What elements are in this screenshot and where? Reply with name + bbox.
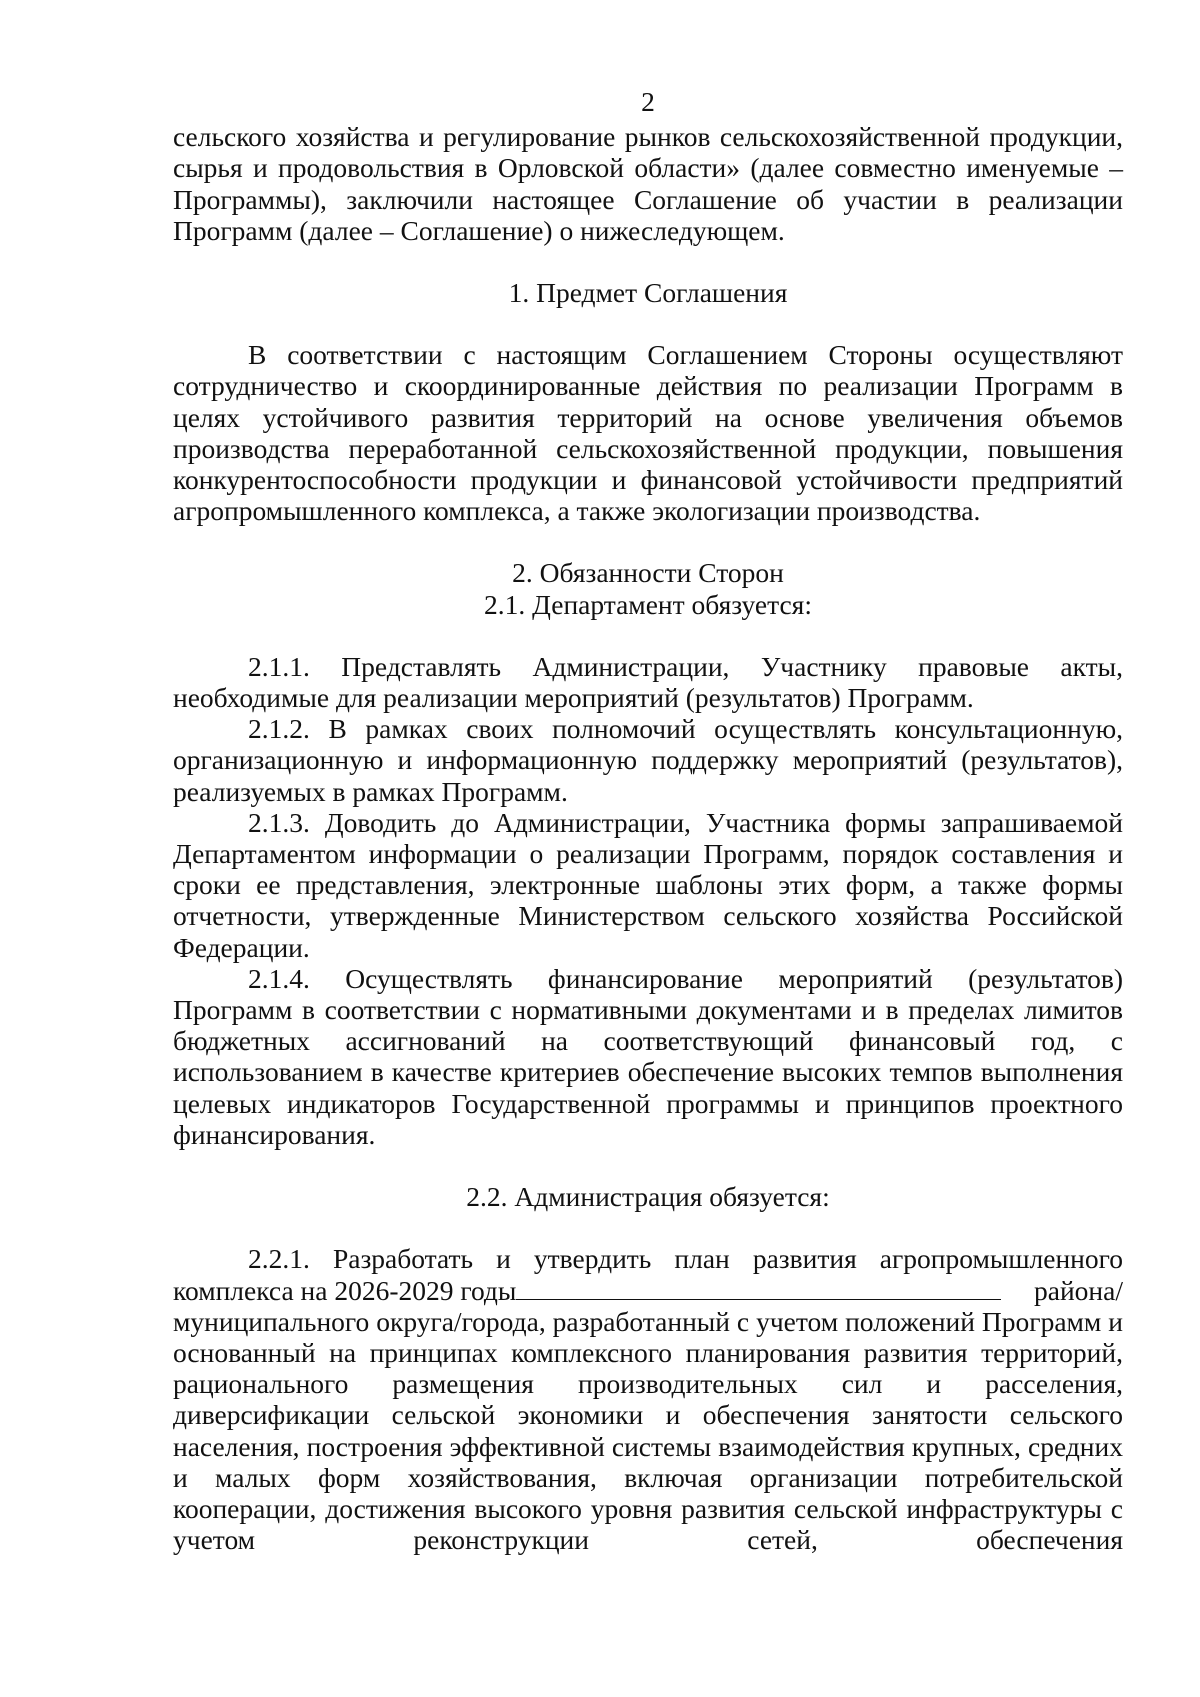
subsection-2-1-heading: 2.1. Департамент обязуется: bbox=[484, 588, 812, 620]
page-number: 2 bbox=[641, 86, 655, 117]
clause-2-2-1 bbox=[173, 1243, 1123, 1555]
section-1-heading: 1. Предмет Соглашения bbox=[508, 277, 788, 309]
section-2-heading: 2. Обязанности Сторон bbox=[512, 557, 784, 589]
clause-2-2-1-line2-start: комплекса на 2026-2029 годы bbox=[173, 1274, 517, 1306]
clause-2-1-2: 2.1.2. В рамках своих полномочий осуществлять консультационную, организационную и информационную поддержку мероприятий (результатов), реализуемых в рамках Программ. bbox=[173, 713, 1123, 807]
document-page bbox=[173, 86, 1123, 1555]
clause-2-2-1-rest: муниципального округа/города, разработанный с учетом положений Программ и основанный на принципах комплексного планирования развития территорий, рационального размещения производительных сил и расселения, диверсификации сельской экономики и обеспечения занятости сельского населения, построения эффективной системы взаимодействия крупных, средних и малых форм хозяйствования, включая организации потребительской кооперации, достижения высокого уровня развития сельской инфраструктуры с учетом реконструкции сетей, обеспечения bbox=[173, 1305, 1123, 1556]
intro-paragraph: сельского хозяйства и регулирование рынков сельскохозяйственной продукции, сырья и продовольствия в Орловской области» (далее совместно именуемые – Программы), заключили настоящее Соглашение об участии в реализации Программ (далее – Соглашение) о нижеследующем. bbox=[173, 121, 1123, 246]
clause-2-1-4: 2.1.4. Осуществлять финансирование мероприятий (результатов) Программ в соответствии с нормативными документами и в пределах лимитов бюджетных ассигнований на соответствующий финансовый год, с использованием в качестве критериев обеспечение высоких темпов выполнения целевых индикаторов Государственной программы и принципов проектного финансирования. bbox=[173, 962, 1123, 1150]
clause-2-1-1: 2.1.1. Представлять Администрации, Участнику правовые акты, необходимые для реализации мероприятий (результатов) Программ. bbox=[173, 650, 1123, 714]
clause-2-2-1-line1: 2.2.1. Разработать и утвердить план развития агропромышленного bbox=[248, 1243, 1123, 1275]
clause-2-2-1-line2-end: района/ bbox=[1034, 1274, 1123, 1306]
subsection-2-2-heading: 2.2. Администрация обязуется: bbox=[466, 1181, 830, 1213]
section-1-paragraph: В соответствии с настоящим Соглашением Стороны осуществляют сотрудничество и скоординированные действия по реализации Программ в целях устойчивого развития территорий на основе увеличения объемов производства переработанной сельскохозяйственной продукции, повышения конкурентоспособности продукции и финансовой устойчивости предприятий агропромышленного комплекса, а также экологизации производства. bbox=[173, 339, 1123, 527]
district-name-blank bbox=[516, 1275, 1001, 1300]
clause-2-1-3: 2.1.3. Доводить до Администрации, Участника формы запрашиваемой Департаментом информации о реализации Программ, порядок составления и сроки ее представления, электронные шаблоны этих форм, а также формы отчетности, утвержденные Министерством сельского хозяйства Российской Федерации. bbox=[173, 806, 1123, 963]
clause-2-2-1-line2 bbox=[173, 1275, 1123, 1306]
